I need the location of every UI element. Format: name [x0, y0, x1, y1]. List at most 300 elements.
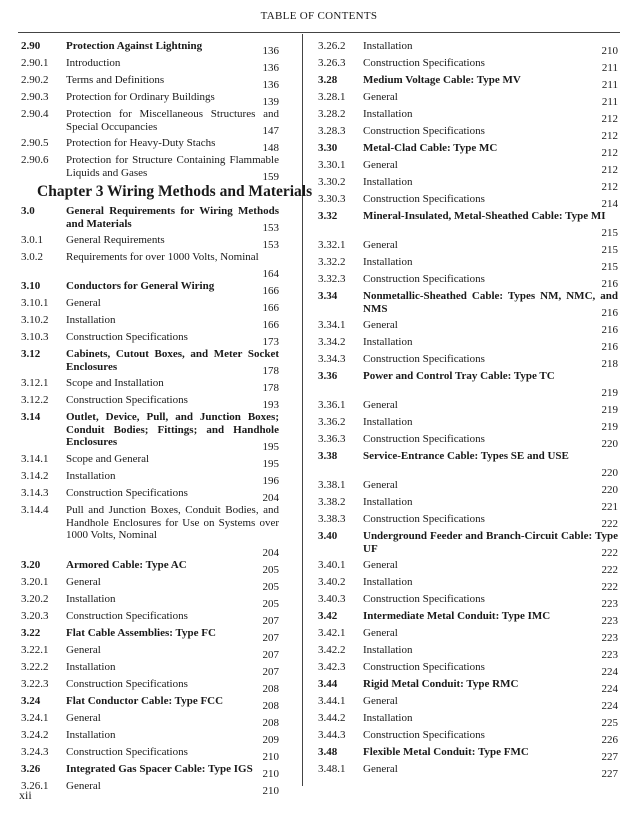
entry-number: 3.44	[318, 678, 338, 690]
entry-title: General Requirements for Wiring Methods and Materials	[66, 205, 279, 230]
entry-title: Construction Specifications	[363, 729, 485, 741]
entry-title: Conductors for General Wiring	[66, 280, 215, 292]
entry-title: General	[363, 763, 398, 775]
entry-number: 3.0.1	[21, 234, 43, 246]
entry-number: 3.36	[318, 370, 338, 382]
entry-page-number: 220	[601, 466, 618, 479]
entry-title: Installation	[363, 336, 413, 348]
entry-page-number: 205	[262, 580, 279, 593]
entry-number: 3.14.2	[21, 470, 49, 482]
toc-section-entry[interactable]	[318, 678, 618, 695]
toc-section-entry[interactable]	[318, 450, 618, 479]
entry-title: General Requirements	[66, 234, 165, 246]
entry-number: 3.34	[318, 290, 338, 302]
entry-title: Construction Specifications	[363, 353, 485, 365]
entry-page-number: 207	[262, 631, 279, 644]
entry-number: 3.44.1	[318, 695, 346, 707]
entry-page-number: 178	[262, 381, 279, 394]
toc-subsection-entry[interactable]	[318, 479, 618, 496]
toc-section-entry[interactable]	[21, 627, 279, 644]
entry-page-number: 136	[262, 61, 279, 74]
toc-subsection-entry[interactable]	[21, 234, 279, 251]
entry-page-number: 212	[601, 112, 618, 125]
entry-title: General	[363, 91, 398, 103]
entry-title: Construction Specifications	[66, 746, 188, 758]
entry-page-number: 210	[262, 784, 279, 797]
entry-number: 3.38.2	[318, 496, 346, 508]
toc-right-column	[318, 40, 618, 780]
toc-subsection-entry[interactable]	[21, 504, 279, 559]
entry-page-number: 153	[262, 238, 279, 251]
toc-subsection-entry[interactable]	[318, 399, 618, 416]
entry-number: 3.14.1	[21, 453, 49, 465]
entry-page-number: 208	[262, 682, 279, 695]
entry-page-number: 207	[262, 614, 279, 627]
entry-title: General	[66, 297, 101, 309]
entry-number: 3.26	[21, 763, 41, 775]
entry-page-number: 196	[262, 474, 279, 487]
entry-page-number: 223	[601, 648, 618, 661]
entry-number: 3.22.2	[21, 661, 49, 673]
entry-title: Installation	[66, 593, 116, 605]
entry-title: Metal-Clad Cable: Type MC	[363, 142, 498, 154]
entry-title: General	[363, 399, 398, 411]
entry-title: Construction Specifications	[363, 661, 485, 673]
entry-number: 3.48	[318, 746, 338, 758]
toc-subsection-entry[interactable]	[318, 91, 618, 108]
toc-subsection-entry[interactable]	[21, 314, 279, 331]
entry-title: Flat Cable Assemblies: Type FC	[66, 627, 216, 639]
entry-title: General	[66, 712, 101, 724]
entry-number: 3.22.3	[21, 678, 49, 690]
entry-number: 3.44.2	[318, 712, 346, 724]
entry-number: 3.40.3	[318, 593, 346, 605]
entry-title: Installation	[66, 661, 116, 673]
entry-number: 2.90.3	[21, 91, 49, 103]
entry-page-number: 220	[601, 437, 618, 450]
entry-number: 3.36.2	[318, 416, 346, 428]
toc-subsection-entry[interactable]	[21, 453, 279, 470]
toc-subsection-entry[interactable]	[21, 331, 279, 348]
entry-number: 3.28.2	[318, 108, 346, 120]
toc-subsection-entry[interactable]	[21, 154, 279, 183]
entry-title: Construction Specifications	[363, 433, 485, 445]
entry-title: Protection for Structure Containing Flammable Liquids and Gases	[66, 154, 279, 179]
toc-section-entry[interactable]	[21, 411, 279, 453]
entry-page-number: 215	[601, 226, 618, 239]
toc-subsection-entry[interactable]	[318, 763, 618, 780]
entry-page-number: 215	[601, 260, 618, 273]
entry-number: 3.20	[21, 559, 41, 571]
entry-number: 3.24	[21, 695, 41, 707]
toc-subsection-entry[interactable]	[318, 729, 618, 746]
entry-title: Protection for Ordinary Buildings	[66, 91, 215, 103]
entry-title: Outlet, Device, Pull, and Junction Boxes; Conduit Bodies; Fittings; and Handhole Enclosures	[66, 411, 279, 448]
entry-number: 3.22.1	[21, 644, 49, 656]
entry-page-number: 195	[262, 457, 279, 470]
entry-page-number: 210	[601, 44, 618, 57]
toc-subsection-entry[interactable]	[318, 176, 618, 193]
toc-subsection-entry[interactable]	[318, 496, 618, 513]
toc-section-entry[interactable]	[318, 74, 618, 91]
entry-page-number: 219	[601, 386, 618, 399]
chapter-heading: Chapter 3 Wiring Methods and Materials	[37, 183, 313, 200]
entry-number: 3.0.2	[21, 251, 43, 263]
entry-page-number: 211	[601, 78, 618, 91]
entry-number: 3.24.3	[21, 746, 49, 758]
toc-subsection-entry[interactable]	[318, 40, 618, 57]
toc-subsection-entry[interactable]	[318, 644, 618, 661]
toc-section-entry[interactable]	[21, 280, 279, 297]
toc-subsection-entry[interactable]	[318, 125, 618, 142]
entry-page-number: 211	[601, 61, 618, 74]
entry-page-number: 166	[262, 301, 279, 314]
entry-title: Rigid Metal Conduit: Type RMC	[363, 678, 519, 690]
toc-subsection-entry[interactable]	[318, 416, 618, 433]
entry-title: General	[363, 627, 398, 639]
entry-page-number: 208	[262, 699, 279, 712]
toc-subsection-entry[interactable]	[21, 576, 279, 593]
entry-number: 2.90.1	[21, 57, 49, 69]
entry-number: 3.30.3	[318, 193, 346, 205]
toc-subsection-entry[interactable]	[318, 193, 618, 210]
entry-page-number: 136	[262, 78, 279, 91]
entry-number: 2.90	[21, 40, 41, 52]
entry-page-number: 220	[601, 483, 618, 496]
entry-page-number: 216	[601, 323, 618, 336]
toc-subsection-entry[interactable]	[21, 470, 279, 487]
toc-subsection-entry[interactable]	[318, 159, 618, 176]
toc-section-entry[interactable]	[21, 205, 279, 234]
toc-section-entry[interactable]	[21, 40, 279, 57]
entry-title: General	[66, 576, 101, 588]
entry-title: Integrated Gas Spacer Cable: Type IGS	[66, 763, 253, 775]
entry-page-number: 178	[262, 364, 279, 377]
entry-page-number: 216	[601, 277, 618, 290]
entry-page-number: 223	[601, 614, 618, 627]
entry-page-number: 222	[601, 563, 618, 576]
entry-number: 3.40.2	[318, 576, 346, 588]
entry-number: 3.12.1	[21, 377, 49, 389]
entry-number: 3.28.1	[318, 91, 346, 103]
toc-subsection-entry[interactable]	[21, 377, 279, 394]
entry-page-number: 219	[601, 420, 618, 433]
toc-subsection-entry[interactable]	[318, 57, 618, 74]
toc-subsection-entry[interactable]	[318, 513, 618, 530]
entry-page-number: 216	[601, 306, 618, 319]
entry-title: General	[363, 319, 398, 331]
entry-title: Installation	[66, 314, 116, 326]
entry-title: Construction Specifications	[66, 394, 188, 406]
entry-number: 3.36.3	[318, 433, 346, 445]
entry-number: 3.10	[21, 280, 41, 292]
entry-title: Nonmetallic-Sheathed Cable: Types NM, NMC, and NMS	[363, 290, 618, 315]
toc-subsection-entry[interactable]	[318, 256, 618, 273]
entry-page-number: 216	[601, 340, 618, 353]
entry-number: 3.34.2	[318, 336, 346, 348]
entry-title: Construction Specifications	[363, 57, 485, 69]
entry-page-number: 222	[601, 546, 618, 559]
toc-subsection-entry[interactable]	[318, 712, 618, 729]
entry-title: Armored Cable: Type AC	[66, 559, 187, 571]
entry-number: 2.90.4	[21, 108, 49, 120]
entry-number: 3.14	[21, 411, 41, 423]
entry-title: Installation	[363, 644, 413, 656]
entry-title: Intermediate Metal Conduit: Type IMC	[363, 610, 551, 622]
entry-number: 3.12	[21, 348, 41, 360]
entry-page-number: 218	[601, 357, 618, 370]
toc-subsection-entry[interactable]	[21, 91, 279, 108]
entry-page-number: 147	[262, 124, 279, 137]
entry-title: Installation	[363, 256, 413, 268]
entry-page-number: 207	[262, 665, 279, 678]
entry-page-number: 204	[262, 546, 279, 559]
entry-number: 3.48.1	[318, 763, 346, 775]
entry-number: 3.32	[318, 210, 338, 222]
toc-subsection-entry[interactable]	[318, 576, 618, 593]
entry-title: Installation	[363, 496, 413, 508]
entry-title: Scope and General	[66, 453, 150, 465]
toc-subsection-entry[interactable]	[318, 433, 618, 450]
entry-page-number: 224	[601, 682, 618, 695]
entry-page-number: 207	[262, 648, 279, 661]
toc-subsection-entry[interactable]	[21, 746, 279, 763]
toc-subsection-entry[interactable]	[21, 780, 279, 797]
entry-number: 3.26.1	[21, 780, 49, 792]
entry-number: 3.42.2	[318, 644, 346, 656]
entry-number: 3.14.4	[21, 504, 49, 516]
entry-page-number: 227	[601, 767, 618, 780]
entry-number: 3.28	[318, 74, 338, 86]
entry-number: 3.30.2	[318, 176, 346, 188]
toc-section-entry[interactable]	[21, 348, 279, 377]
toc-subsection-entry[interactable]	[21, 678, 279, 695]
entry-number: 3.44.3	[318, 729, 346, 741]
toc-section-entry[interactable]	[318, 610, 618, 627]
entry-page-number: 204	[262, 491, 279, 504]
entry-number: 3.34.3	[318, 353, 346, 365]
entry-number: 3.34.1	[318, 319, 346, 331]
entry-number: 3.42.3	[318, 661, 346, 673]
toc-section-entry[interactable]	[318, 290, 618, 319]
entry-number: 3.28.3	[318, 125, 346, 137]
entry-title: Medium Voltage Cable: Type MV	[363, 74, 521, 86]
toc-subsection-entry[interactable]	[21, 394, 279, 411]
entry-title: General	[363, 159, 398, 171]
entry-page-number: 226	[601, 733, 618, 746]
toc-left-column	[21, 40, 313, 797]
entry-number: 3.26.3	[318, 57, 346, 69]
toc-subsection-entry[interactable]	[21, 74, 279, 91]
entry-title: Protection for Miscellaneous Structures and Special Occupancies	[66, 108, 279, 133]
entry-page-number: 224	[601, 665, 618, 678]
entry-page-number: 173	[262, 335, 279, 348]
toc-subsection-entry[interactable]	[21, 251, 279, 280]
entry-title: Construction Specifications	[363, 273, 485, 285]
toc-section-entry[interactable]	[318, 142, 618, 159]
toc-subsection-entry[interactable]	[318, 353, 618, 370]
entry-title: Construction Specifications	[363, 125, 485, 137]
entry-number: 3.42	[318, 610, 338, 622]
entry-page-number: 205	[262, 563, 279, 576]
toc-section-entry[interactable]	[21, 763, 279, 780]
entry-page-number: 223	[601, 631, 618, 644]
entry-page-number: 193	[262, 398, 279, 411]
entry-number: 3.24.2	[21, 729, 49, 741]
entry-title: Introduction	[66, 57, 121, 69]
toc-subsection-entry[interactable]	[21, 661, 279, 678]
entry-title: Installation	[66, 729, 116, 741]
entry-number: 3.22	[21, 627, 41, 639]
entry-title: Underground Feeder and Branch-Circuit Cable: Type UF	[363, 530, 618, 555]
entry-page-number: 211	[601, 95, 618, 108]
entry-number: 3.10.3	[21, 331, 49, 343]
entry-title: Protection Against Lightning	[66, 40, 203, 52]
entry-number: 3.38	[318, 450, 338, 462]
entry-number: 3.20.1	[21, 576, 49, 588]
toc-section-entry[interactable]	[21, 559, 279, 576]
entry-number: 3.10.1	[21, 297, 49, 309]
entry-title: General	[363, 479, 398, 491]
entry-title: Pull and Junction Boxes, Conduit Bodies, and Handhole Enclosures for Use on Systems over 1000 Volts, Nominal	[66, 504, 279, 541]
toc-subsection-entry[interactable]	[318, 593, 618, 610]
toc-subsection-entry[interactable]	[21, 644, 279, 661]
entry-title: Flat Conductor Cable: Type FCC	[66, 695, 224, 707]
entry-title: Installation	[363, 40, 413, 52]
entry-page-number: 222	[601, 580, 618, 593]
toc-subsection-entry[interactable]	[21, 137, 279, 154]
entry-title: General	[363, 695, 398, 707]
entry-page-number: 136	[262, 44, 279, 57]
toc-section-entry[interactable]	[21, 695, 279, 712]
entry-page-number: 212	[601, 146, 618, 159]
toc-subsection-entry[interactable]	[21, 610, 279, 627]
toc-subsection-entry[interactable]	[21, 108, 279, 137]
entry-title: Terms and Definitions	[66, 74, 165, 86]
toc-subsection-entry[interactable]	[318, 627, 618, 644]
entry-number: 3.32.1	[318, 239, 346, 251]
entry-number: 3.38.1	[318, 479, 346, 491]
entry-number: 3.26.2	[318, 40, 346, 52]
entry-page-number: 164	[262, 267, 279, 280]
toc-section-entry[interactable]	[318, 746, 618, 763]
entry-title: Power and Control Tray Cable: Type TC	[363, 370, 555, 382]
entry-number: 3.20.3	[21, 610, 49, 622]
entry-title: General	[363, 559, 398, 571]
entry-title: Construction Specifications	[363, 193, 485, 205]
entry-page-number: 209	[262, 733, 279, 746]
entry-title: Construction Specifications	[66, 487, 188, 499]
entry-page-number: 148	[262, 141, 279, 154]
toc-subsection-entry[interactable]	[21, 487, 279, 504]
toc-subsection-entry[interactable]	[21, 729, 279, 746]
toc-section-entry[interactable]	[318, 370, 618, 399]
entry-page-number: 159	[262, 170, 279, 183]
toc-section-entry[interactable]	[318, 530, 618, 559]
entry-page-number: 212	[601, 163, 618, 176]
entry-page-number: 227	[601, 750, 618, 763]
toc-subsection-entry[interactable]	[318, 273, 618, 290]
toc-subsection-entry[interactable]	[318, 108, 618, 125]
entry-number: 3.10.2	[21, 314, 49, 326]
toc-subsection-entry[interactable]	[318, 319, 618, 336]
toc-subsection-entry[interactable]	[318, 239, 618, 256]
toc-subsection-entry[interactable]	[318, 336, 618, 353]
entry-page-number: 215	[601, 243, 618, 256]
entry-title: Requirements for over 1000 Volts, Nominal	[66, 251, 259, 263]
toc-section-entry[interactable]	[318, 210, 618, 239]
entry-title: Protection for Heavy-Duty Stachs	[66, 137, 216, 149]
entry-page-number: 225	[601, 716, 618, 729]
toc-subsection-entry[interactable]	[318, 695, 618, 712]
entry-number: 3.20.2	[21, 593, 49, 605]
entry-title: Construction Specifications	[66, 678, 188, 690]
toc-subsection-entry[interactable]	[21, 593, 279, 610]
entry-title: Installation	[363, 576, 413, 588]
entry-title: Installation	[363, 108, 413, 120]
entry-page-number: 166	[262, 284, 279, 297]
toc-subsection-entry[interactable]	[21, 297, 279, 314]
entry-title: General	[363, 239, 398, 251]
entry-title: Flexible Metal Conduit: Type FMC	[363, 746, 529, 758]
entry-number: 3.32.2	[318, 256, 346, 268]
entry-page-number: 214	[601, 197, 618, 210]
header-rule	[18, 32, 620, 33]
entry-number: 3.40	[318, 530, 338, 542]
entry-number: 3.38.3	[318, 513, 346, 525]
entry-page-number: 212	[601, 129, 618, 142]
entry-title: Scope and Installation	[66, 377, 164, 389]
entry-title: Service-Entrance Cable: Types SE and USE	[363, 450, 569, 462]
entry-page-number: 222	[601, 517, 618, 530]
toc-subsection-entry[interactable]	[21, 57, 279, 74]
entry-page-number: 195	[262, 440, 279, 453]
entry-title: General	[66, 644, 101, 656]
entry-title: Installation	[363, 416, 413, 428]
entry-title: Mineral-Insulated, Metal-Sheathed Cable: Type MI	[363, 210, 606, 222]
toc-subsection-entry[interactable]	[318, 661, 618, 678]
entry-page-number: 219	[601, 403, 618, 416]
column-separator	[302, 34, 303, 786]
toc-subsection-entry[interactable]	[318, 559, 618, 576]
entry-page-number: 221	[601, 500, 618, 513]
entry-page-number: 139	[262, 95, 279, 108]
entry-title: Construction Specifications	[66, 610, 188, 622]
entry-page-number: 208	[262, 716, 279, 729]
running-head: TABLE OF CONTENTS	[260, 10, 378, 22]
entry-number: 3.42.1	[318, 627, 346, 639]
entry-number: 3.30	[318, 142, 338, 154]
entry-number: 3.32.3	[318, 273, 346, 285]
entry-page-number: 210	[262, 750, 279, 763]
entry-number: 3.36.1	[318, 399, 346, 411]
entry-number: 2.90.6	[21, 154, 49, 166]
entry-number: 3.14.3	[21, 487, 49, 499]
entry-page-number: 205	[262, 597, 279, 610]
entry-title: Construction Specifications	[66, 331, 188, 343]
toc-subsection-entry[interactable]	[21, 712, 279, 729]
entry-number: 3.30.1	[318, 159, 346, 171]
entry-title: Cabinets, Cutout Boxes, and Meter Socket Enclosures	[66, 348, 279, 373]
entry-title: Installation	[363, 176, 413, 188]
entry-number: 2.90.2	[21, 74, 49, 86]
entry-title: Construction Specifications	[363, 513, 485, 525]
entry-page-number: 223	[601, 597, 618, 610]
page-folio: xii	[19, 788, 32, 802]
entry-number: 3.40.1	[318, 559, 346, 571]
entry-page-number: 153	[262, 221, 279, 234]
entry-number: 2.90.5	[21, 137, 49, 149]
